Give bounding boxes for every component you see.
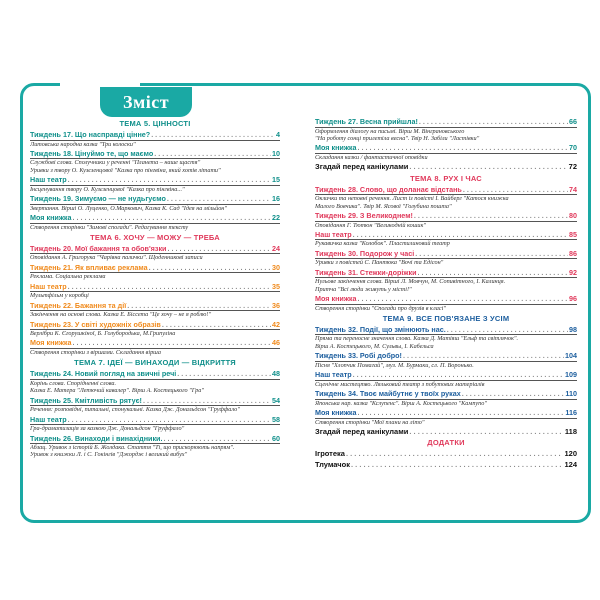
toc-page-number: 30 <box>272 262 280 272</box>
toc-entry-title: Моя книжка <box>30 213 72 223</box>
toc-entry[interactable] <box>315 449 577 459</box>
toc-entry-description: Уривки з твору О. Кузєзенцової "Казка про пінгвіна, який хотів літати" <box>30 166 221 174</box>
toc-page-number: 48 <box>272 369 280 379</box>
toc-entry-title: Наш театр <box>315 370 352 380</box>
toc-leader-dots <box>68 175 271 185</box>
toc-leader-dots <box>415 249 568 259</box>
toc-entry-line <box>30 282 280 293</box>
toc-entry-title: Згадай перед канікулами <box>315 426 409 436</box>
toc-entry-line <box>30 130 280 141</box>
toc-page-number: 124 <box>564 459 577 469</box>
theme-heading: ДОДАТКИ <box>427 438 465 448</box>
toc-leader-dots <box>463 185 568 195</box>
toc-leader-dots <box>418 268 568 278</box>
toc-entry-title: Наш театр <box>30 414 67 424</box>
toc-entry-description: Створення сторінки "Зимові спогади". Редагування тексту <box>30 223 189 231</box>
toc-entry-description: Верлібри К. Єгорушкіної, Б. Голубородька, М.Грипуліна <box>30 330 176 338</box>
toc-entry-line <box>315 449 577 459</box>
toc-entry-title: Тиждень 29. З Великоднем! <box>315 211 413 221</box>
toc-entry-description: Казка Е. Матера "Летючий кавалер". Вірш А. Костецького "Гра" <box>30 387 204 395</box>
toc-page-number: 72 <box>568 162 577 172</box>
toc-leader-dots <box>127 301 271 311</box>
toc-entry-title: Тлумачок <box>315 459 350 469</box>
toc-entry-description: Абзац. Уривок з історій Б. Жолдака. Стаття "Ті, що прискорюють напрям". <box>30 444 235 451</box>
toc-entry-line <box>30 369 280 380</box>
toc-leader-dots <box>73 338 271 348</box>
contents-title-badge <box>100 87 192 117</box>
toc-entry-title: Тиждень 25. Кмітливість рятує! <box>30 395 142 405</box>
toc-entry-line <box>30 320 280 331</box>
toc-page-number: 15 <box>272 175 280 185</box>
toc-entry-line <box>30 194 280 205</box>
contents-title: Зміст <box>122 91 170 112</box>
toc-entry-line <box>30 396 280 407</box>
toc-leader-dots <box>447 325 568 335</box>
toc-entry-line <box>30 213 280 224</box>
toc-entry-line <box>315 351 577 362</box>
toc-entry-line <box>315 117 577 128</box>
toc-entry-title: Моя книжка <box>30 338 72 348</box>
toc-page-number: 35 <box>272 281 280 291</box>
toc-entry-description: Оформлення діалогу на письмі. Вірш М. Вінграновського <box>315 127 465 135</box>
toc-leader-dots <box>149 263 271 273</box>
toc-entry-description: Оповідання А. Григорука "Чарівна палички". Щоденникові записи <box>30 254 203 262</box>
toc-entry-line <box>30 415 280 426</box>
toc-entry-line <box>315 460 577 470</box>
toc-leader-dots <box>73 213 271 223</box>
toc-page-number: 24 <box>272 243 280 253</box>
toc-page-number: 98 <box>569 324 577 334</box>
toc-entry-line <box>315 268 577 279</box>
toc-entry-title: Наш театр <box>30 175 67 185</box>
toc-leader-dots <box>358 143 568 153</box>
toc-entry-description: "На роботу сонці прилетіла весна". Твір Н. Забіли "Ластівки" <box>315 134 480 142</box>
theme-heading: ТЕМА 9. ВСЕ ПОВ'ЯЗАНЕ З УСІМ <box>382 313 510 323</box>
toc-entry-description: Звертання. Вірші О. Луценко, О.Маркович, Казка К. Сад "Ідея на мільйон" <box>30 204 227 212</box>
toc-entry-line <box>30 244 280 255</box>
toc-leader-dots <box>163 434 271 444</box>
toc-entry-title: Тиждень 22. Бажання та дії <box>30 300 127 310</box>
toc-entry[interactable] <box>30 263 280 281</box>
toc-entry[interactable] <box>315 185 577 210</box>
toc-entry[interactable] <box>30 320 280 338</box>
toc-entry-description: Створення сторінки "Мої плани на літо" <box>315 418 425 426</box>
toc-entry[interactable] <box>30 149 280 174</box>
toc-entry[interactable] <box>315 427 577 437</box>
toc-entry-description: Службові слова. Сполучники у реченні "Планета – наше щастя" <box>30 159 201 167</box>
toc-page-number: 118 <box>564 426 577 436</box>
toc-entry-line <box>315 143 577 154</box>
toc-entry-title: Тиждень 21. Як впливає реклама <box>30 262 148 272</box>
toc-entry[interactable] <box>315 249 577 267</box>
toc-entry-title: Тиждень 28. Слово, що доланає відстань <box>315 184 462 194</box>
toc-page-number: 70 <box>569 143 577 153</box>
toc-entry-title: Моя книжка <box>315 294 357 304</box>
toc-entry-line <box>315 427 577 437</box>
toc-entry-description: Гра-драматизація за казкою Дж. Дональдсон "Груффало" <box>30 425 185 433</box>
toc-entry[interactable] <box>30 434 280 459</box>
toc-entry-title: Тиждень 26. Винаходи і винахідники. <box>30 433 163 443</box>
toc-entry-line <box>315 230 577 241</box>
toc-page-number: 109 <box>565 370 577 380</box>
toc-entry-description: Оповідання Г. Тютюн "Великодній кошик" <box>315 221 427 229</box>
toc-page-number: 92 <box>569 267 577 277</box>
toc-entry-line <box>315 408 577 419</box>
toc-entry-description: Інсценування твору О. Кузєзенцової "Казка про пінгвіна..." <box>30 185 185 193</box>
toc-leader-dots <box>353 370 564 380</box>
theme-heading: ТЕМА 5. ЦІННОСТІ <box>119 119 191 128</box>
toc-entry-description: Корінь слова. Спорідненні слова. <box>30 379 117 387</box>
toc-leader-dots <box>353 230 568 240</box>
toc-leader-dots <box>167 244 271 254</box>
toc-leader-dots <box>162 320 271 330</box>
toc-leader-dots <box>462 389 565 399</box>
toc-entry-title: Тиждень 33. Робі добро! <box>315 351 402 361</box>
toc-leader-dots <box>358 294 568 304</box>
toc-entry-title: Моя книжка <box>315 408 357 417</box>
toc-page-number: 85 <box>569 229 577 239</box>
toc-entry-description: Пісня "Хлопчик Помагай", муз. М. Бурмаки, сл. П. Воронько. <box>315 361 474 369</box>
toc-entry[interactable] <box>315 460 577 470</box>
toc-entry-description: Сценічне мистецтво. Ляльковий театр з побутових матеріалів <box>315 380 485 388</box>
theme-heading: ТЕМА 8. РУХ І ЧАС <box>410 173 482 183</box>
toc-leader-dots <box>177 369 271 379</box>
toc-entry[interactable] <box>30 369 280 394</box>
toc-entry-line <box>30 301 280 312</box>
toc-entry-description: Закінчення на основі слова. Казка Е. Біссета "Це хочу – не я роблю!" <box>30 311 212 319</box>
toc-entry[interactable] <box>315 143 577 161</box>
toc-entry-line <box>315 162 577 172</box>
toc-page-number: 42 <box>272 319 280 329</box>
toc-page-number: 4 <box>276 130 280 139</box>
toc-entry[interactable] <box>315 162 577 172</box>
toc-entry-line <box>30 434 280 445</box>
toc-entry-title: Тиждень 20. Мої бажання та обов'язки <box>30 243 167 253</box>
toc-page-number: 96 <box>569 294 577 304</box>
toc-entry[interactable] <box>30 301 280 319</box>
toc-page-number: 104 <box>565 351 577 361</box>
toc-entry-description: Реклама. Соціальна реклама <box>30 273 106 281</box>
toc-entry-line <box>315 389 577 400</box>
toc-entry-description: Притча "Всі люди живуть у місті!" <box>315 285 412 293</box>
toc-entry-line <box>30 338 280 349</box>
toc-entry-title: Наш театр <box>315 229 352 239</box>
toc-leader-dots <box>409 162 567 172</box>
toc-entry-line <box>315 325 577 336</box>
toc-entry-description: Рукавичка казка "Колобок". Пластилиновий театр <box>315 240 450 248</box>
toc-entry-line <box>315 370 577 381</box>
toc-entry-description: Пряма та переносне значення слова. Казка Д. Матіяш "Ельф та світлячок". <box>315 335 519 343</box>
toc-entry-title: Тиждень 23. У світі художніх образів <box>30 319 161 329</box>
toc-page-number: 60 <box>272 433 280 443</box>
toc-entry-title: Тиждень 19. Зимуємо — не нудьгуємо <box>30 194 166 204</box>
toc-entry[interactable] <box>30 415 280 433</box>
theme-heading: ТЕМА 7. ІДЕЇ — ВИНАХОДИ — ВІДКРИТТЯ <box>74 358 236 368</box>
toc-entry-description: Складання казки / фантастичної оповідки <box>315 153 428 161</box>
toc-entry-title: Ігротека <box>315 449 345 459</box>
toc-entry-description: Вірш А. Костецького, М. Сульвы, І. Кабельса <box>315 342 434 350</box>
toc-entry-title: Тиждень 18. Цінуймо те, що маємо <box>30 148 154 158</box>
toc-page-number: 110 <box>565 389 577 399</box>
toc-entry[interactable] <box>30 213 280 231</box>
toc-entry[interactable] <box>30 130 280 148</box>
toc-page-number: 46 <box>272 338 280 348</box>
toc-entry[interactable] <box>315 117 577 142</box>
toc-entry[interactable] <box>315 211 577 229</box>
toc-entry-line <box>315 294 577 305</box>
toc-leader-dots <box>358 408 565 418</box>
toc-entry[interactable] <box>30 175 280 193</box>
toc-entry[interactable] <box>30 282 280 300</box>
toc-entry-line <box>30 149 280 160</box>
toc-entry-line <box>315 249 577 260</box>
toc-entry[interactable] <box>315 268 577 293</box>
toc-entry[interactable] <box>315 294 577 312</box>
toc-entry-description: Уривки з повістей С. Пантюка "Вочі та Едісон" <box>315 259 444 267</box>
toc-leader-dots <box>68 282 271 292</box>
toc-page-number: 58 <box>272 414 280 424</box>
toc-page-number: 36 <box>272 300 280 310</box>
toc-entry[interactable] <box>315 370 577 388</box>
toc-entry-title: Тиждень 17. Що насправді цінне? <box>30 130 151 139</box>
toc-leader-dots <box>414 211 568 221</box>
toc-page-number: 66 <box>569 117 577 126</box>
toc-entry-title: Наш театр <box>30 281 67 291</box>
toc-entry-title: Тиждень 24. Новий погляд на звичні речі <box>30 369 177 379</box>
toc-leader-dots <box>351 460 564 470</box>
toc-entry-line <box>30 263 280 274</box>
toc-page-number: 80 <box>569 211 577 221</box>
toc-leader-dots <box>68 415 271 425</box>
contents-column-right <box>315 117 577 470</box>
toc-entry-title: Тиждень 32. Події, що змінюють нас. <box>315 324 446 334</box>
toc-page-number: 116 <box>565 408 577 417</box>
toc-entry-description: Мультфільм у коробці <box>30 292 89 300</box>
toc-page-number: 54 <box>272 395 280 405</box>
toc-leader-dots <box>409 427 564 437</box>
toc-entry[interactable] <box>30 244 280 262</box>
toc-entry-description: Створення сторінки з віршами. Складання вірша <box>30 348 161 356</box>
toc-page-number: 22 <box>272 213 280 223</box>
toc-leader-dots <box>419 117 568 127</box>
toc-entry-title: Тиждень 31. Стежки-доріжки <box>315 267 417 277</box>
toc-page-number: 10 <box>272 148 280 158</box>
toc-entry[interactable] <box>315 351 577 369</box>
toc-entry-title: Моя книжка <box>315 143 357 153</box>
toc-entry-line <box>315 185 577 196</box>
toc-page-number: 86 <box>569 248 577 258</box>
contents-column-left <box>30 117 280 460</box>
toc-entry-title: Згадай перед канікулами <box>315 162 409 172</box>
toc-page-number: 74 <box>569 184 577 194</box>
toc-entry-description: Створення сторінки "Спогади про друзів в класі" <box>315 304 446 312</box>
toc-page-number: 120 <box>564 449 577 459</box>
toc-entry-description: Оклички та неповні речення. Лист із повісті І. Вайберг "Катося книжка <box>315 195 509 203</box>
toc-entry-description: Литовська народна казка "Три колоски" <box>30 140 136 148</box>
toc-entry-description: Речення: розповідні, питальні, спонукальні. Казка Дж. Дональдсон "Груффало" <box>30 406 240 414</box>
toc-leader-dots <box>151 130 275 140</box>
toc-entry[interactable] <box>30 338 280 356</box>
toc-entry[interactable] <box>315 408 577 426</box>
toc-entry-description: Японська нар. казка "Кслупенс". Вірш А. Костецького "Кампупо" <box>315 399 487 407</box>
toc-entry-description: Нульове закінчення слова. Вірші Л. Мовчун, М. Сопивітного, І. Калинця. <box>315 278 506 286</box>
toc-entry[interactable] <box>30 194 280 212</box>
toc-entry-description: Уривок з книжки Л. і С. Гокінгів "Джордж і великий вибух" <box>30 451 188 459</box>
toc-entry[interactable] <box>315 230 577 248</box>
toc-leader-dots <box>167 194 271 204</box>
toc-page-number: 16 <box>272 194 280 204</box>
toc-leader-dots <box>346 449 564 459</box>
toc-entry-title: Тиждень 34. Твоє майбутнє у твоїх руках <box>315 389 461 399</box>
toc-leader-dots <box>143 396 271 406</box>
toc-entry[interactable] <box>315 325 577 350</box>
theme-heading: ТЕМА 6. ХОЧУ — МОЖУ — ТРЕБА <box>90 232 220 242</box>
toc-leader-dots <box>154 149 271 159</box>
toc-entry-line <box>315 211 577 222</box>
toc-entry[interactable] <box>315 389 577 407</box>
toc-leader-dots <box>403 351 564 361</box>
toc-entry-description: Малого Вовчика". Твір М. Ясової "Голубина пошта" <box>315 202 452 210</box>
toc-entry-title: Тиждень 27. Весна прийшла! <box>315 117 418 126</box>
toc-entry[interactable] <box>30 396 280 414</box>
toc-entry-title: Тиждень 30. Подорож у часі <box>315 248 415 258</box>
toc-entry-line <box>30 175 280 186</box>
